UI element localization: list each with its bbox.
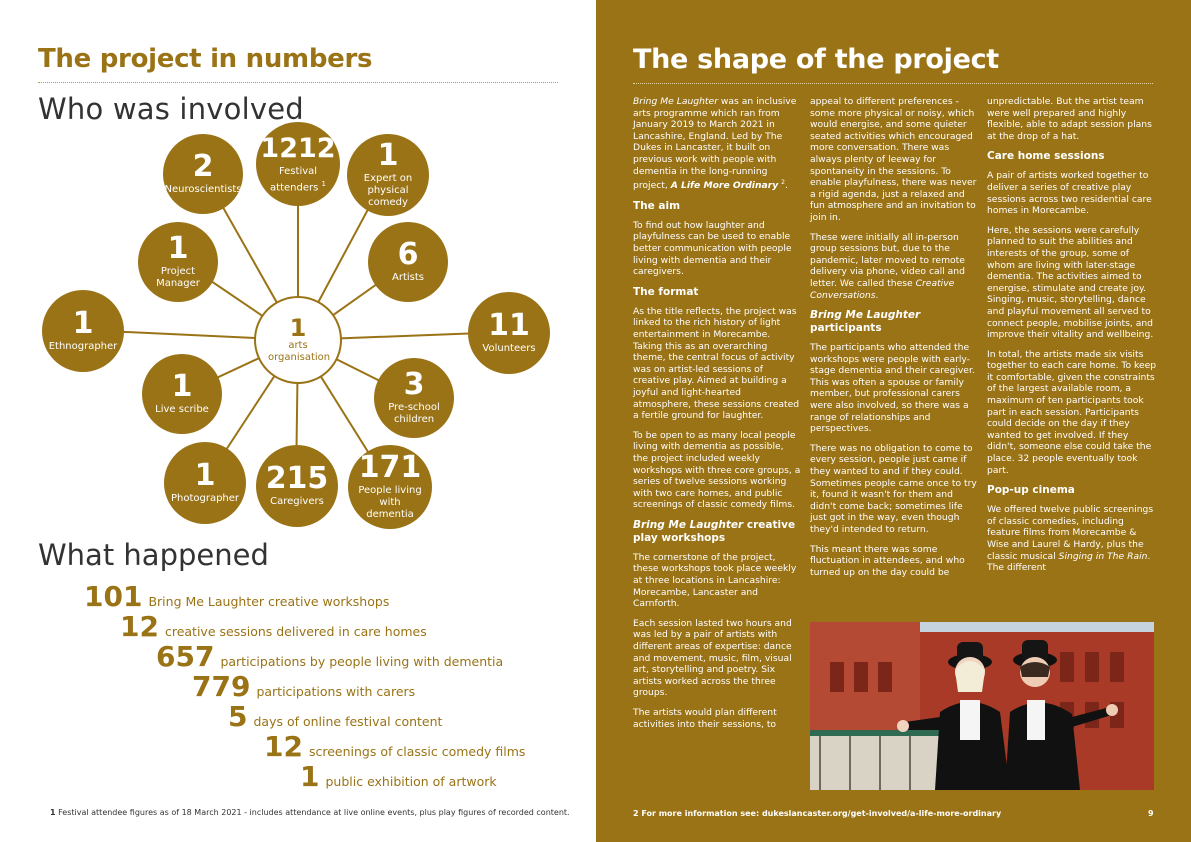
body-paragraph: These were initially all in-person group sessions but, due to the pandemic, later moved to remote delivery via phone, video call and letter. We called these Creative Conversations. xyxy=(810,231,965,301)
footnote-number: 1 xyxy=(50,808,56,817)
circle-volunteers xyxy=(468,292,550,374)
circle-number: 1 xyxy=(377,138,399,173)
footnote xyxy=(50,808,570,817)
circle-photographer xyxy=(164,442,246,524)
circle-number: 3 xyxy=(403,367,425,402)
stat-number: 657 xyxy=(156,640,215,673)
circle-label: Photographer xyxy=(170,493,240,504)
circle-ethnographer xyxy=(42,290,124,372)
circle-number: 2 xyxy=(192,149,214,184)
circle-festival-attenders xyxy=(256,122,340,206)
title-divider xyxy=(633,83,1153,84)
body-text: We offered twelve public screenings of classic comedies, including feature films from Morecambe & Wise and Laurel & Hardy, plus the classic musical xyxy=(987,504,1154,562)
format-heading: The format xyxy=(633,285,699,298)
cinema-heading: Pop-up cinema xyxy=(987,484,1075,497)
center-number: 1 xyxy=(289,314,307,342)
stat-number: 101 xyxy=(84,580,143,613)
care-home-heading: Care home sessions xyxy=(987,150,1105,163)
page-title: The project in numbers xyxy=(38,44,373,74)
workshops-paragraph: The artists would plan different activities into their sessions, to xyxy=(633,707,777,730)
participants-heading xyxy=(810,309,978,335)
body-paragraph: appeal to different preferences - some more physical or noisy, which would energise, and some quieter seated activities which encouraged more conversation. There was always plenty of leeway for spontaneity in the sessions. To enable playfulness, there was never a rigid agenda, just a relaxed and fun atmosphere and an invitation to join in. xyxy=(810,96,977,223)
text-column-1 xyxy=(633,96,801,738)
footnote-marker: 2 xyxy=(781,179,785,187)
stat-text: public exhibition of artwork xyxy=(325,774,497,789)
what-happened-heading: What happened xyxy=(38,538,269,572)
circle-number: 6 xyxy=(397,237,419,272)
body-paragraph: The participants who attended the workshops were people with early-stage dementia and their caregiver. This was often a spouse or family member, but professional carers were also involved, so there was a range of relationships and perspectives. xyxy=(810,342,975,435)
stat-row xyxy=(192,670,415,703)
circle-label: Ethnographer xyxy=(48,341,118,352)
stat-row xyxy=(264,730,525,763)
photo-illustration xyxy=(810,622,1154,790)
circle-people-with-dementia xyxy=(348,445,432,529)
circle-pre-school-children xyxy=(374,358,454,438)
circle-label-text: Festival attenders xyxy=(270,165,319,194)
body-paragraph: A pair of artists worked together to deliver a series of creative play sessions across two residential care homes in Morecambe. xyxy=(987,170,1152,217)
workshops-heading-text: creative play workshops xyxy=(633,518,796,544)
stat-text: creative sessions delivered in care homes xyxy=(164,624,427,639)
circle-number: 1 xyxy=(194,458,216,493)
circle-neuroscientists xyxy=(163,134,243,214)
workshops-paragraph: Each session lasted two hours and was led by a pair of artists with different areas of expertise: dance and movement, music, film, visual art, storytelling and poetry. Six artists worked across the three groups. xyxy=(633,617,792,699)
circle-number: 1 xyxy=(72,306,94,341)
stat-text: participations with carers xyxy=(256,684,416,699)
stat-text: days of online festival content xyxy=(253,714,443,729)
stat-row xyxy=(84,580,389,613)
performers-photo xyxy=(810,622,1154,790)
circle-project-manager xyxy=(138,222,218,302)
participants-heading-em: Bring Me Laughter xyxy=(810,309,921,322)
right-page xyxy=(596,0,1191,842)
center-label: arts organisation xyxy=(268,340,331,363)
body-paragraph: unpredictable. But the artist team were well prepared and highly flexible, able to adapt session plans at the drop of a hat. xyxy=(987,96,1152,142)
intro-text: was an inclusive arts programme which ran from January 2019 to March 2021 in Lancashire, England. Led by The Dukes in Lancaster, it built on previous work with people with dementia in the long-running project, xyxy=(633,96,797,192)
circle-live-scribe xyxy=(142,354,222,434)
project-reference: A Life More Ordinary xyxy=(670,180,779,192)
circle-label: Artists xyxy=(392,272,424,283)
center-arts-organisation xyxy=(254,296,342,384)
format-paragraph: As the title reflects, the project was linked to the rich history of light entertainment in Morecambe. Taking this as an overarching theme, the central focus of activity was on artist-led sessions of creative play. Aimed at building a joyful and light-hearted atmosphere, these sessions created a fertile ground for laughter. xyxy=(633,305,800,422)
body-paragraph xyxy=(987,504,1157,574)
body-emphasis: Singing in The Rain xyxy=(1058,550,1148,562)
footnote-marker: 1 xyxy=(321,179,326,188)
who-heading: Who was involved xyxy=(38,92,304,126)
body-paragraph: There was no obligation to come to every session, people just came if they wanted to and if they could. Sometimes people came once to try it, found it wasn't for them and didn't come back; sometimes life just got in the way, even though they'd intended to return. xyxy=(810,442,977,535)
circle-label: Neuroscientists xyxy=(164,184,242,195)
footnote-text: Festival attendee figures as of 18 March 2021 - includes attendance at live online events, plus play figures of recorded content. xyxy=(58,808,570,817)
stat-text: Bring Me Laughter creative workshops xyxy=(148,594,390,609)
circle-caregivers xyxy=(256,445,338,527)
body-text: These were initially all in-person group sessions but, due to the pandemic, later moved to remote delivery via phone, video call and letter. We called these xyxy=(810,231,965,289)
circle-label: Caregivers xyxy=(270,496,324,507)
stat-row xyxy=(120,610,427,643)
circle-number: 11 xyxy=(488,308,530,343)
stat-row xyxy=(156,640,503,673)
project-name: Bring Me Laughter xyxy=(633,96,718,107)
circle-artists xyxy=(368,222,448,302)
page-number: 9 xyxy=(1148,809,1154,818)
circle-number: 1 xyxy=(171,369,193,404)
body-emphasis: Creative Conversations xyxy=(810,277,955,301)
aim-paragraph: To find out how laughter and playfulness can be used to enable better communication with people living with dementia and their caregivers. xyxy=(633,219,792,278)
stat-number: 12 xyxy=(120,610,159,643)
circle-number: 1 xyxy=(167,231,189,266)
circle-label xyxy=(256,166,340,194)
circle-number: 1212 xyxy=(260,132,336,164)
circle-label: Pre-school children xyxy=(388,402,440,425)
page-title: The shape of the project xyxy=(633,44,999,75)
workshops-heading xyxy=(633,519,801,545)
stat-row xyxy=(228,700,442,733)
circle-label: People living with dementia xyxy=(358,485,422,520)
aim-heading: The aim xyxy=(633,199,681,212)
body-paragraph: Here, the sessions were carefully planned to suit the abilities and interests of the group, some of whom are living with later-stage dementia. The activities aimed to energise, stimulate and create joy. Singing, music, storytelling, dance and playful movement all served to connect people, mobilise joints, and improve their vitality and wellbeing. xyxy=(987,224,1154,341)
stat-row xyxy=(300,760,497,793)
body-text: . The different xyxy=(987,550,1151,574)
circle-label: Project Manager xyxy=(156,266,200,289)
stat-number: 779 xyxy=(192,670,251,703)
body-paragraph: This meant there was some fluctuation in attendees, and who turned up on the day could be xyxy=(810,543,965,578)
circle-number: 215 xyxy=(265,461,329,496)
stat-text: screenings of classic comedy films xyxy=(308,744,526,759)
body-paragraph: In total, the artists made six visits together to each care home. To keep it comfortable, given the constraints of the largest available room, a maximum of ten participants took part in each session. Participants could decide on the day if they wanted to get involved. If they didn't, someone else could take the place. 32 people eventually took part. xyxy=(987,348,1157,476)
stat-number: 5 xyxy=(228,700,248,733)
text-column-2 xyxy=(810,96,978,586)
circle-number: 171 xyxy=(358,450,422,485)
intro-paragraph: Bring Me Laughter was an inclusive arts programme which ran from January 2019 to March 2021 in Lancashire, England. Led by The Dukes in Lancaster, it built on previous work with people with dementia in the long-running project, A Life More Ordinary $^2$. xyxy=(633,96,797,192)
circle-label: Volunteers xyxy=(482,343,536,354)
footnote: 2 For more information see: dukeslancaster.org/get-involved/a-life-more-ordinary xyxy=(633,809,1002,818)
participants-heading-text: participants xyxy=(810,322,882,335)
workshops-paragraph: The cornerstone of the project, these workshops took place weekly at three locations in Lancashire: Morecambe, Lancaster and Carnforth. xyxy=(633,551,797,610)
circle-comedy-expert xyxy=(347,134,429,216)
text-column-3 xyxy=(987,96,1157,582)
stat-text: participations by people living with dementia xyxy=(220,654,504,669)
stat-number: 12 xyxy=(264,730,303,763)
stat-number: 1 xyxy=(300,760,320,793)
circle-label: Live scribe xyxy=(155,404,209,415)
format-paragraph: To be open to as many local people living with dementia as possible, the project included weekly workshops with three core groups, a series of twelve sessions working with two care homes, and public screenings of classic comedy films. xyxy=(633,429,801,511)
circle-label: Expert on physical comedy xyxy=(363,173,413,208)
workshops-heading-em: Bring Me Laughter xyxy=(633,518,744,531)
